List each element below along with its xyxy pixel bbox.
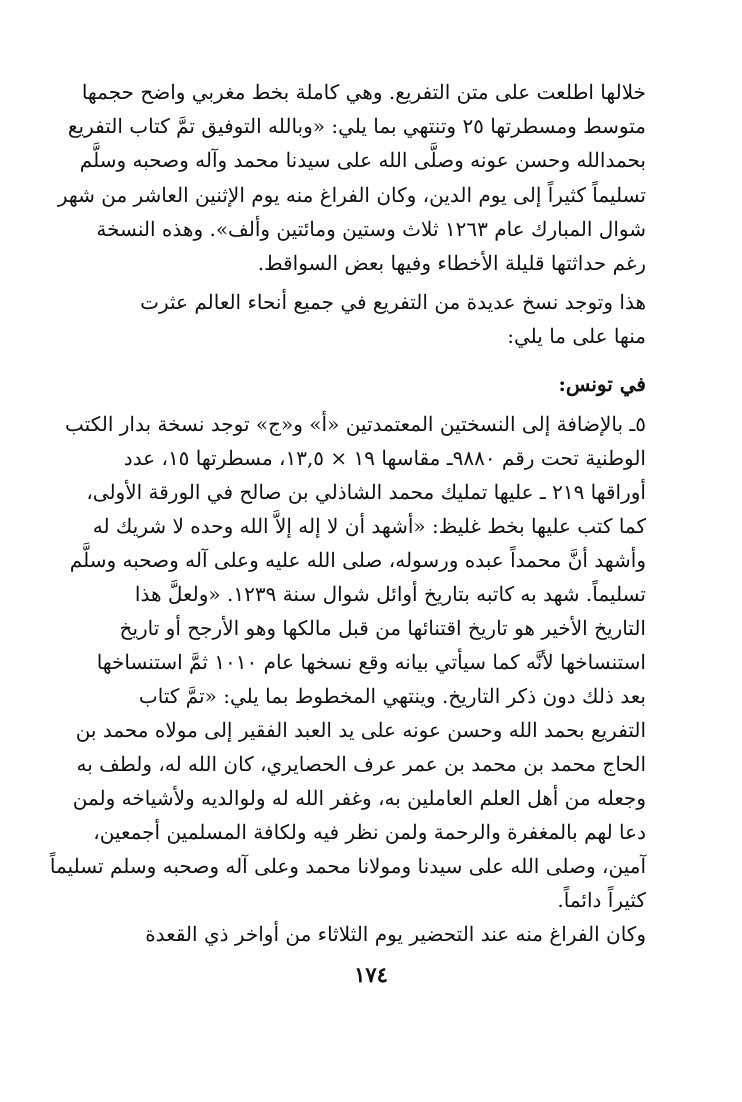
- text-line: أوراقها ٢١٩ ـ عليها تمليك محمد الشاذلي بن صالح في الورقة الأولى،: [86, 480, 646, 504]
- text-line: آمين، وصلى الله على سيدنا ومولانا محمد وعلى آله وصحبه وسلم تسليماً: [49, 854, 646, 878]
- text-line: تسليماً كثيراً إلى يوم الدين، وكان الفراغ منه يوم الإثنين العاشر من شهر: [57, 183, 646, 207]
- page-number: ١٧٤: [354, 962, 388, 987]
- text-line: بحمدالله وحسن عونه وصلَّى الله على سيدنا محمد وآله وصحبه وسلَّم: [79, 148, 646, 172]
- text-line: هذا وتوجد نسخ عديدة من التفريع في جميع أنحاء العالم عثرت: [140, 290, 646, 314]
- text-line: تسليماً. شهد به كاتبه بتاريخ أوائل شوال سنة ١٢٣٩. «ولعلَّ هذا: [134, 582, 646, 606]
- text-line: كما كتب عليها بخط غليظ: «أشهد أن لا إله إلاَّ الله وحده لا شريك له: [92, 514, 646, 538]
- text-line: وجعله من أهل العلم العاملين به، وغفر الله له ولوالديه ولأشياخه ولمن: [72, 786, 646, 810]
- text-line: وأشهد أنَّ محمداً عبده ورسوله، صلى الله عليه وعلى آله وصحبه وسلَّم: [69, 548, 646, 572]
- text-line: ٥ـ بالإضافة إلى النسختين المعتمدتين «أ» و«ج» توجد نسخة بدار الكتب: [65, 412, 646, 436]
- text-line: وكان الفراغ منه عند التحضير يوم الثلاثاء من أواخر ذي القعدة: [145, 922, 646, 946]
- text-line: كثيراً دائماً.: [557, 888, 646, 912]
- text-line: رغم حداثتها قليلة الأخطاء وفيها بعض السواقط.: [257, 251, 646, 275]
- text-line: دعا لهم بالمغفرة والرحمة ولمن نظر فيه ولكافة المسلمين أجمعين،: [93, 820, 646, 844]
- paragraph-completion-date: [36, 914, 646, 954]
- text-line: التاريخ الأخير هو تاريخ اقتنائها من قبل مالكها وهو الأرجح أو تاريخ: [119, 616, 646, 640]
- text-line: منها على ما يلي:: [507, 324, 646, 348]
- section-heading-text: في تونس:: [558, 372, 646, 396]
- text-line: الوطنية تحت رقم ٩٨٨٠ـ مقاسها ١٩ × ١٣,٥، مسطرتها ١٥، عدد: [123, 446, 646, 470]
- paragraph-manuscript-description: [36, 72, 646, 312]
- section-heading-tunisia: [36, 364, 646, 404]
- text-line: شوال المبارك عام ١٢٦٣ ثلاث وستين ومائتين وألف». وهذه النسخة: [96, 217, 646, 241]
- text-line: متوسط ومسطرتها ٢٥ وتنتهي بما يلي: «وبالله التوفيق تمَّ كتاب التفريع: [67, 114, 646, 138]
- text-line: خلالها اطلعت على متن التفريع. وهي كاملة بخط مغربي واضح حجمها: [81, 80, 646, 104]
- text-line: استنساخها لأنَّه كما سيأتي بيانه وقع نسخها عام ١٠١٠ ثمَّ استنساخها: [96, 650, 646, 674]
- text-line: الحاج محمد بن محمد بن عمر عرف الحصايري، كان الله له، ولطف به: [76, 752, 646, 776]
- paragraph-copies-intro: [36, 282, 646, 362]
- text-line: التفريع بحمد الله وحسن عونه على يد العبد الفقير إلى مولاه محمد بن: [75, 718, 646, 742]
- paragraph-item-5: [36, 404, 646, 924]
- text-line: بعد ذلك دون ذكر التاريخ. وينتهي المخطوط بما يلي: «تمَّ كتاب: [138, 684, 646, 708]
